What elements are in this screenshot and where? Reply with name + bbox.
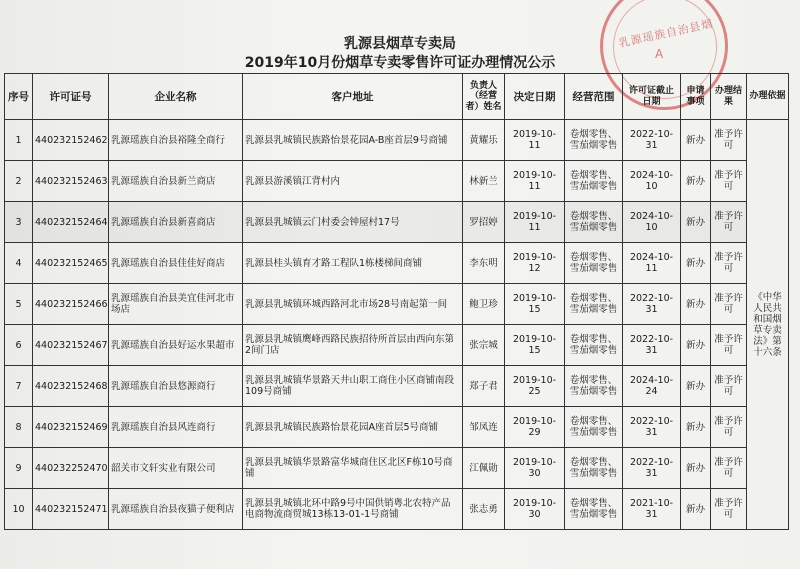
document-subtitle: 2019年10月份烟草专卖零售许可证办理情况公示 bbox=[244, 55, 556, 71]
row-result: 准予许可 bbox=[711, 407, 747, 448]
row-apply-type: 新办 bbox=[681, 448, 711, 489]
row-license: 440232152469 bbox=[33, 407, 109, 448]
row-decision-date: 2019-10-25 bbox=[505, 366, 565, 407]
row-person: 林新兰 bbox=[463, 161, 505, 202]
header-address: 客户地址 bbox=[243, 74, 463, 120]
row-scope: 卷烟零售、雪茄烟零售 bbox=[565, 366, 623, 407]
row-address: 乳源县乳城镇鹰峰西路民族招待所首层由西向东第2间门店 bbox=[243, 325, 463, 366]
row-seq: 7 bbox=[5, 366, 33, 407]
row-person: 邹凤连 bbox=[463, 407, 505, 448]
row-license: 440232152467 bbox=[33, 325, 109, 366]
row-result: 准予许可 bbox=[711, 243, 747, 284]
row-scope: 卷烟零售、雪茄烟零售 bbox=[565, 325, 623, 366]
row-license: 440232252470 bbox=[33, 448, 109, 489]
header-apply-type: 申请事项 bbox=[681, 74, 711, 120]
row-person: 郑子君 bbox=[463, 366, 505, 407]
row-result: 准予许可 bbox=[711, 489, 747, 530]
row-result: 准予许可 bbox=[711, 284, 747, 325]
row-expiry: 2024-10-24 bbox=[623, 366, 681, 407]
row-scope: 卷烟零售、雪茄烟零售 bbox=[565, 448, 623, 489]
header-license: 许可证号 bbox=[33, 74, 109, 120]
row-expiry: 2024-10-10 bbox=[623, 161, 681, 202]
row-company: 乳源瑶族自治县美宜佳河北市场店 bbox=[109, 284, 243, 325]
row-person: 李东明 bbox=[463, 243, 505, 284]
row-company: 乳源瑶族自治县悠源商行 bbox=[109, 366, 243, 407]
row-company: 乳源瑶族自治县好运水果超市 bbox=[109, 325, 243, 366]
row-result: 准予许可 bbox=[711, 161, 747, 202]
row-company: 韶关市文轩实业有限公司 bbox=[109, 448, 243, 489]
row-apply-type: 新办 bbox=[681, 284, 711, 325]
row-expiry: 2022-10-31 bbox=[623, 448, 681, 489]
row-expiry: 2022-10-31 bbox=[623, 120, 681, 161]
row-result: 准予许可 bbox=[711, 366, 747, 407]
row-address: 乳源县乳城镇华景路富华城商住区北区F栋10号商铺 bbox=[243, 448, 463, 489]
row-address: 乳源县乳城镇民族路怡景花园A-B座首层9号商铺 bbox=[243, 120, 463, 161]
header-decision-date: 决定日期 bbox=[505, 74, 565, 120]
row-expiry: 2022-10-31 bbox=[623, 325, 681, 366]
row-address: 乳源县桂头镇育才路工程队1栋楼梯间商铺 bbox=[243, 243, 463, 284]
row-decision-date: 2019-10-11 bbox=[505, 161, 565, 202]
row-apply-type: 新办 bbox=[681, 407, 711, 448]
row-expiry: 2022-10-31 bbox=[623, 407, 681, 448]
table-header-row bbox=[5, 74, 789, 120]
row-address: 乳源县乳城镇北环中路9号中国供销粤北农特产品电商物流商贸城13栋13-01-1号商铺 bbox=[243, 489, 463, 530]
header-scope: 经营范围 bbox=[565, 74, 623, 120]
header-seq: 序号 bbox=[5, 74, 33, 120]
row-seq: 9 bbox=[5, 448, 33, 489]
row-result: 准予许可 bbox=[711, 120, 747, 161]
row-company: 乳源瑶族自治县新兰商店 bbox=[109, 161, 243, 202]
header-result: 办理结果 bbox=[711, 74, 747, 120]
row-address: 乳源县乳城镇华景路天井山职工商住小区商铺南段109号商铺 bbox=[243, 366, 463, 407]
row-apply-type: 新办 bbox=[681, 161, 711, 202]
row-seq: 3 bbox=[5, 202, 33, 243]
row-scope: 卷烟零售、雪茄烟零售 bbox=[565, 120, 623, 161]
row-scope: 卷烟零售、雪茄烟零售 bbox=[565, 284, 623, 325]
row-license: 440232152463 bbox=[33, 161, 109, 202]
row-scope: 卷烟零售、雪茄烟零售 bbox=[565, 243, 623, 284]
header-expiry: 许可证截止日期 bbox=[623, 74, 681, 120]
table-row bbox=[5, 120, 789, 161]
row-scope: 卷烟零售、雪茄烟零售 bbox=[565, 489, 623, 530]
row-company: 乳源瑶族自治县裕隆全商行 bbox=[109, 120, 243, 161]
row-scope: 卷烟零售、雪茄烟零售 bbox=[565, 161, 623, 202]
row-decision-date: 2019-10-11 bbox=[505, 120, 565, 161]
table-row bbox=[5, 243, 789, 284]
header-basis: 办理依据 bbox=[747, 74, 789, 120]
row-scope: 卷烟零售、雪茄烟零售 bbox=[565, 407, 623, 448]
row-seq: 6 bbox=[5, 325, 33, 366]
row-company: 乳源瑶族自治县新喜商店 bbox=[109, 202, 243, 243]
row-expiry: 2024-10-10 bbox=[623, 202, 681, 243]
row-decision-date: 2019-10-15 bbox=[505, 284, 565, 325]
row-person: 鲍卫珍 bbox=[463, 284, 505, 325]
table-row bbox=[5, 325, 789, 366]
row-license: 440232152464 bbox=[33, 202, 109, 243]
row-company: 乳源瑶族自治县夜猫子便利店 bbox=[109, 489, 243, 530]
row-company: 乳源瑶族自治县风连商行 bbox=[109, 407, 243, 448]
row-decision-date: 2019-10-15 bbox=[505, 325, 565, 366]
seal-letter: A bbox=[655, 47, 664, 61]
row-expiry: 2021-10-31 bbox=[623, 489, 681, 530]
document-title: 乳源县烟草专卖局 bbox=[344, 36, 456, 52]
table-row bbox=[5, 489, 789, 530]
row-person: 江佩勋 bbox=[463, 448, 505, 489]
row-person: 张宗城 bbox=[463, 325, 505, 366]
table-row bbox=[5, 366, 789, 407]
row-decision-date: 2019-10-11 bbox=[505, 202, 565, 243]
row-seq: 1 bbox=[5, 120, 33, 161]
row-person: 张志勇 bbox=[463, 489, 505, 530]
row-expiry: 2024-10-11 bbox=[623, 243, 681, 284]
row-decision-date: 2019-10-29 bbox=[505, 407, 565, 448]
row-apply-type: 新办 bbox=[681, 243, 711, 284]
row-scope: 卷烟零售、雪茄烟零售 bbox=[565, 202, 623, 243]
row-decision-date: 2019-10-30 bbox=[505, 489, 565, 530]
row-seq: 4 bbox=[5, 243, 33, 284]
row-license: 440232152471 bbox=[33, 489, 109, 530]
row-decision-date: 2019-10-30 bbox=[505, 448, 565, 489]
row-address: 乳源县乳城镇民族路怡景花园A座首层5号商铺 bbox=[243, 407, 463, 448]
header-person: 负责人（经营者）姓名 bbox=[463, 74, 505, 120]
row-license: 440232152462 bbox=[33, 120, 109, 161]
row-license: 440232152465 bbox=[33, 243, 109, 284]
row-apply-type: 新办 bbox=[681, 120, 711, 161]
table-row bbox=[5, 448, 789, 489]
row-address: 乳源县乳城镇环城西路河北市场28号南起第一间 bbox=[243, 284, 463, 325]
row-apply-type: 新办 bbox=[681, 366, 711, 407]
table-row bbox=[5, 202, 789, 243]
row-apply-type: 新办 bbox=[681, 489, 711, 530]
table-row bbox=[5, 284, 789, 325]
row-expiry: 2022-10-31 bbox=[623, 284, 681, 325]
row-result: 准予许可 bbox=[711, 448, 747, 489]
row-seq: 2 bbox=[5, 161, 33, 202]
row-apply-type: 新办 bbox=[681, 202, 711, 243]
row-address: 乳源县游溪镇江背村内 bbox=[243, 161, 463, 202]
row-address: 乳源县乳城镇云门村委会钟屋村17号 bbox=[243, 202, 463, 243]
license-table bbox=[4, 73, 789, 530]
seal-text: 乳源瑶族自治县烟 bbox=[617, 17, 715, 50]
row-license: 440232152466 bbox=[33, 284, 109, 325]
row-company: 乳源瑶族自治县佳佳好商店 bbox=[109, 243, 243, 284]
row-decision-date: 2019-10-12 bbox=[505, 243, 565, 284]
table-row bbox=[5, 161, 789, 202]
row-result: 准予许可 bbox=[711, 202, 747, 243]
row-seq: 10 bbox=[5, 489, 33, 530]
table-row bbox=[5, 407, 789, 448]
row-person: 罗招婷 bbox=[463, 202, 505, 243]
row-result: 准予许可 bbox=[711, 325, 747, 366]
header-company: 企业名称 bbox=[109, 74, 243, 120]
row-seq: 5 bbox=[5, 284, 33, 325]
row-person: 黄耀乐 bbox=[463, 120, 505, 161]
row-seq: 8 bbox=[5, 407, 33, 448]
basis-cell: 《中华人民共和国烟草专卖法》第十六条 bbox=[747, 120, 789, 530]
row-license: 440232152468 bbox=[33, 366, 109, 407]
row-apply-type: 新办 bbox=[681, 325, 711, 366]
